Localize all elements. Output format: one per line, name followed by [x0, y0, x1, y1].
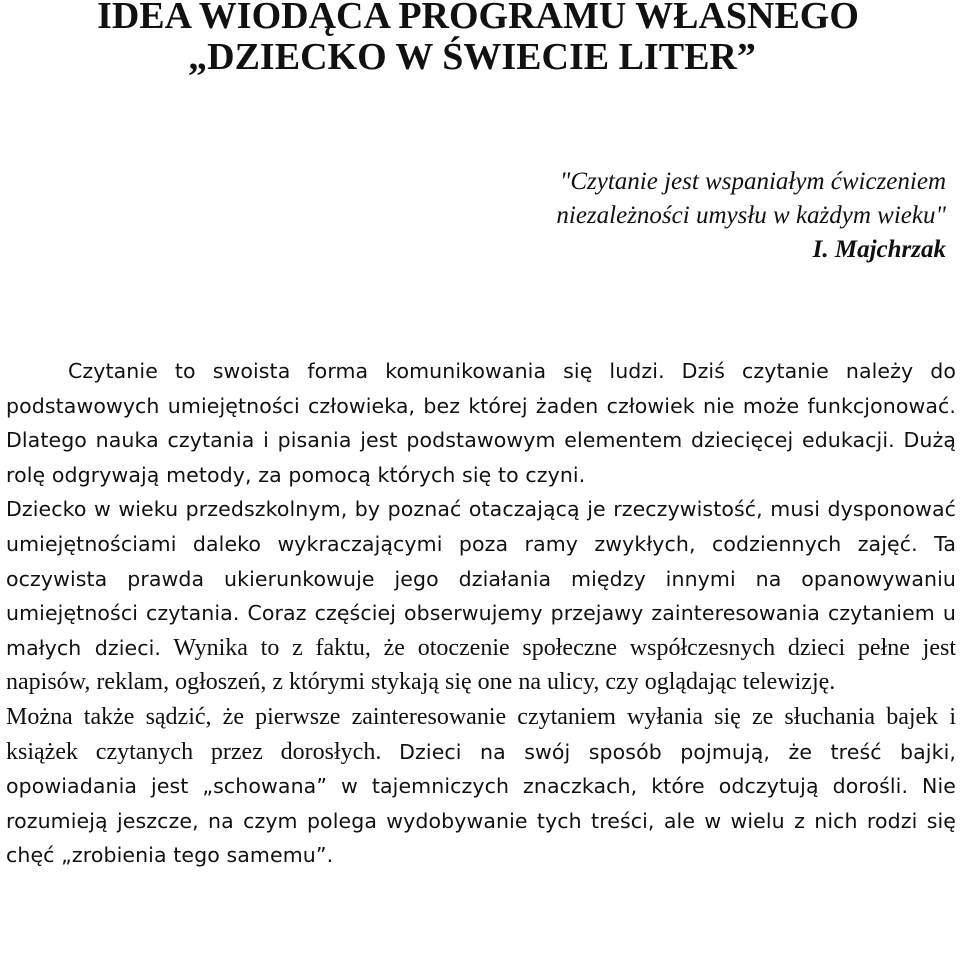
paragraph-2: [6, 492, 956, 700]
paragraph-3: [6, 700, 956, 873]
body-text: [6, 354, 956, 873]
epigraph-quote-line-1: "Czytanie jest wspaniałym ćwiczeniem: [559, 168, 946, 195]
paragraph-3-part-2: Dzieci na swój sposób pojmują, że treść bajki, opowiadania jest „schowana” w tajemniczych znaczkach, które odczytują dorośli. Nie rozumieją jeszcze, na czym polega wydobywanie tych treści, ale w wielu z nich rodzi się chęć „zrobienia tego samemu”.: [6, 739, 956, 868]
epigraph-quote-line-2: niezależności umysłu w każdym wieku": [556, 202, 946, 229]
paragraph-1: Czytanie to swoista forma komunikowania się ludzi. Dziś czytanie należy do podstawowych umiejętności człowieka, bez której żaden człowiek nie może funkcjonować. Dlatego nauka czytania i pisania jest podstawowym elementem dziecięcej edukacji. Dużą rolę odgrywają metody, za pomocą których się to czyni.: [6, 359, 956, 487]
paragraph-2-part-1: Dziecko w wieku przedszkolnym, by poznać otaczającą je rzeczywistość, musi dysponować umiejętnościami daleko wykraczającymi poza ramy zwykłych, codziennych zajęć. Ta oczywista prawda ukierunkowuje jego działania między innymi na opanowywaniu umiejętności czytania. Coraz częściej obserwujemy przejawy zainteresowania czytaniem u małych dzieci.: [6, 497, 956, 660]
paragraph-3-part-1: Można także sądzić, że pierwsze zainteresowanie czytaniem wyłania się ze słuchania bajek i książek czytanych przez dorosłych.: [6, 703, 956, 765]
document-title-line-2: „DZIECKO W ŚWIECIE LITER”: [188, 36, 756, 78]
epigraph: [326, 165, 946, 267]
epigraph-author: I. Majchrzak: [812, 236, 946, 263]
document-title-line-1: IDEA WIODĄCA PROGRAMU WŁASNEGO: [97, 0, 859, 37]
paragraph-2-part-2: Wynika to z faktu, że otoczenie społeczne współczesnych dzieci pełne jest napisów, reklam, ogłoszeń, z którymi stykają się one na ulicy, czy oglądając telewizję.: [6, 634, 956, 696]
